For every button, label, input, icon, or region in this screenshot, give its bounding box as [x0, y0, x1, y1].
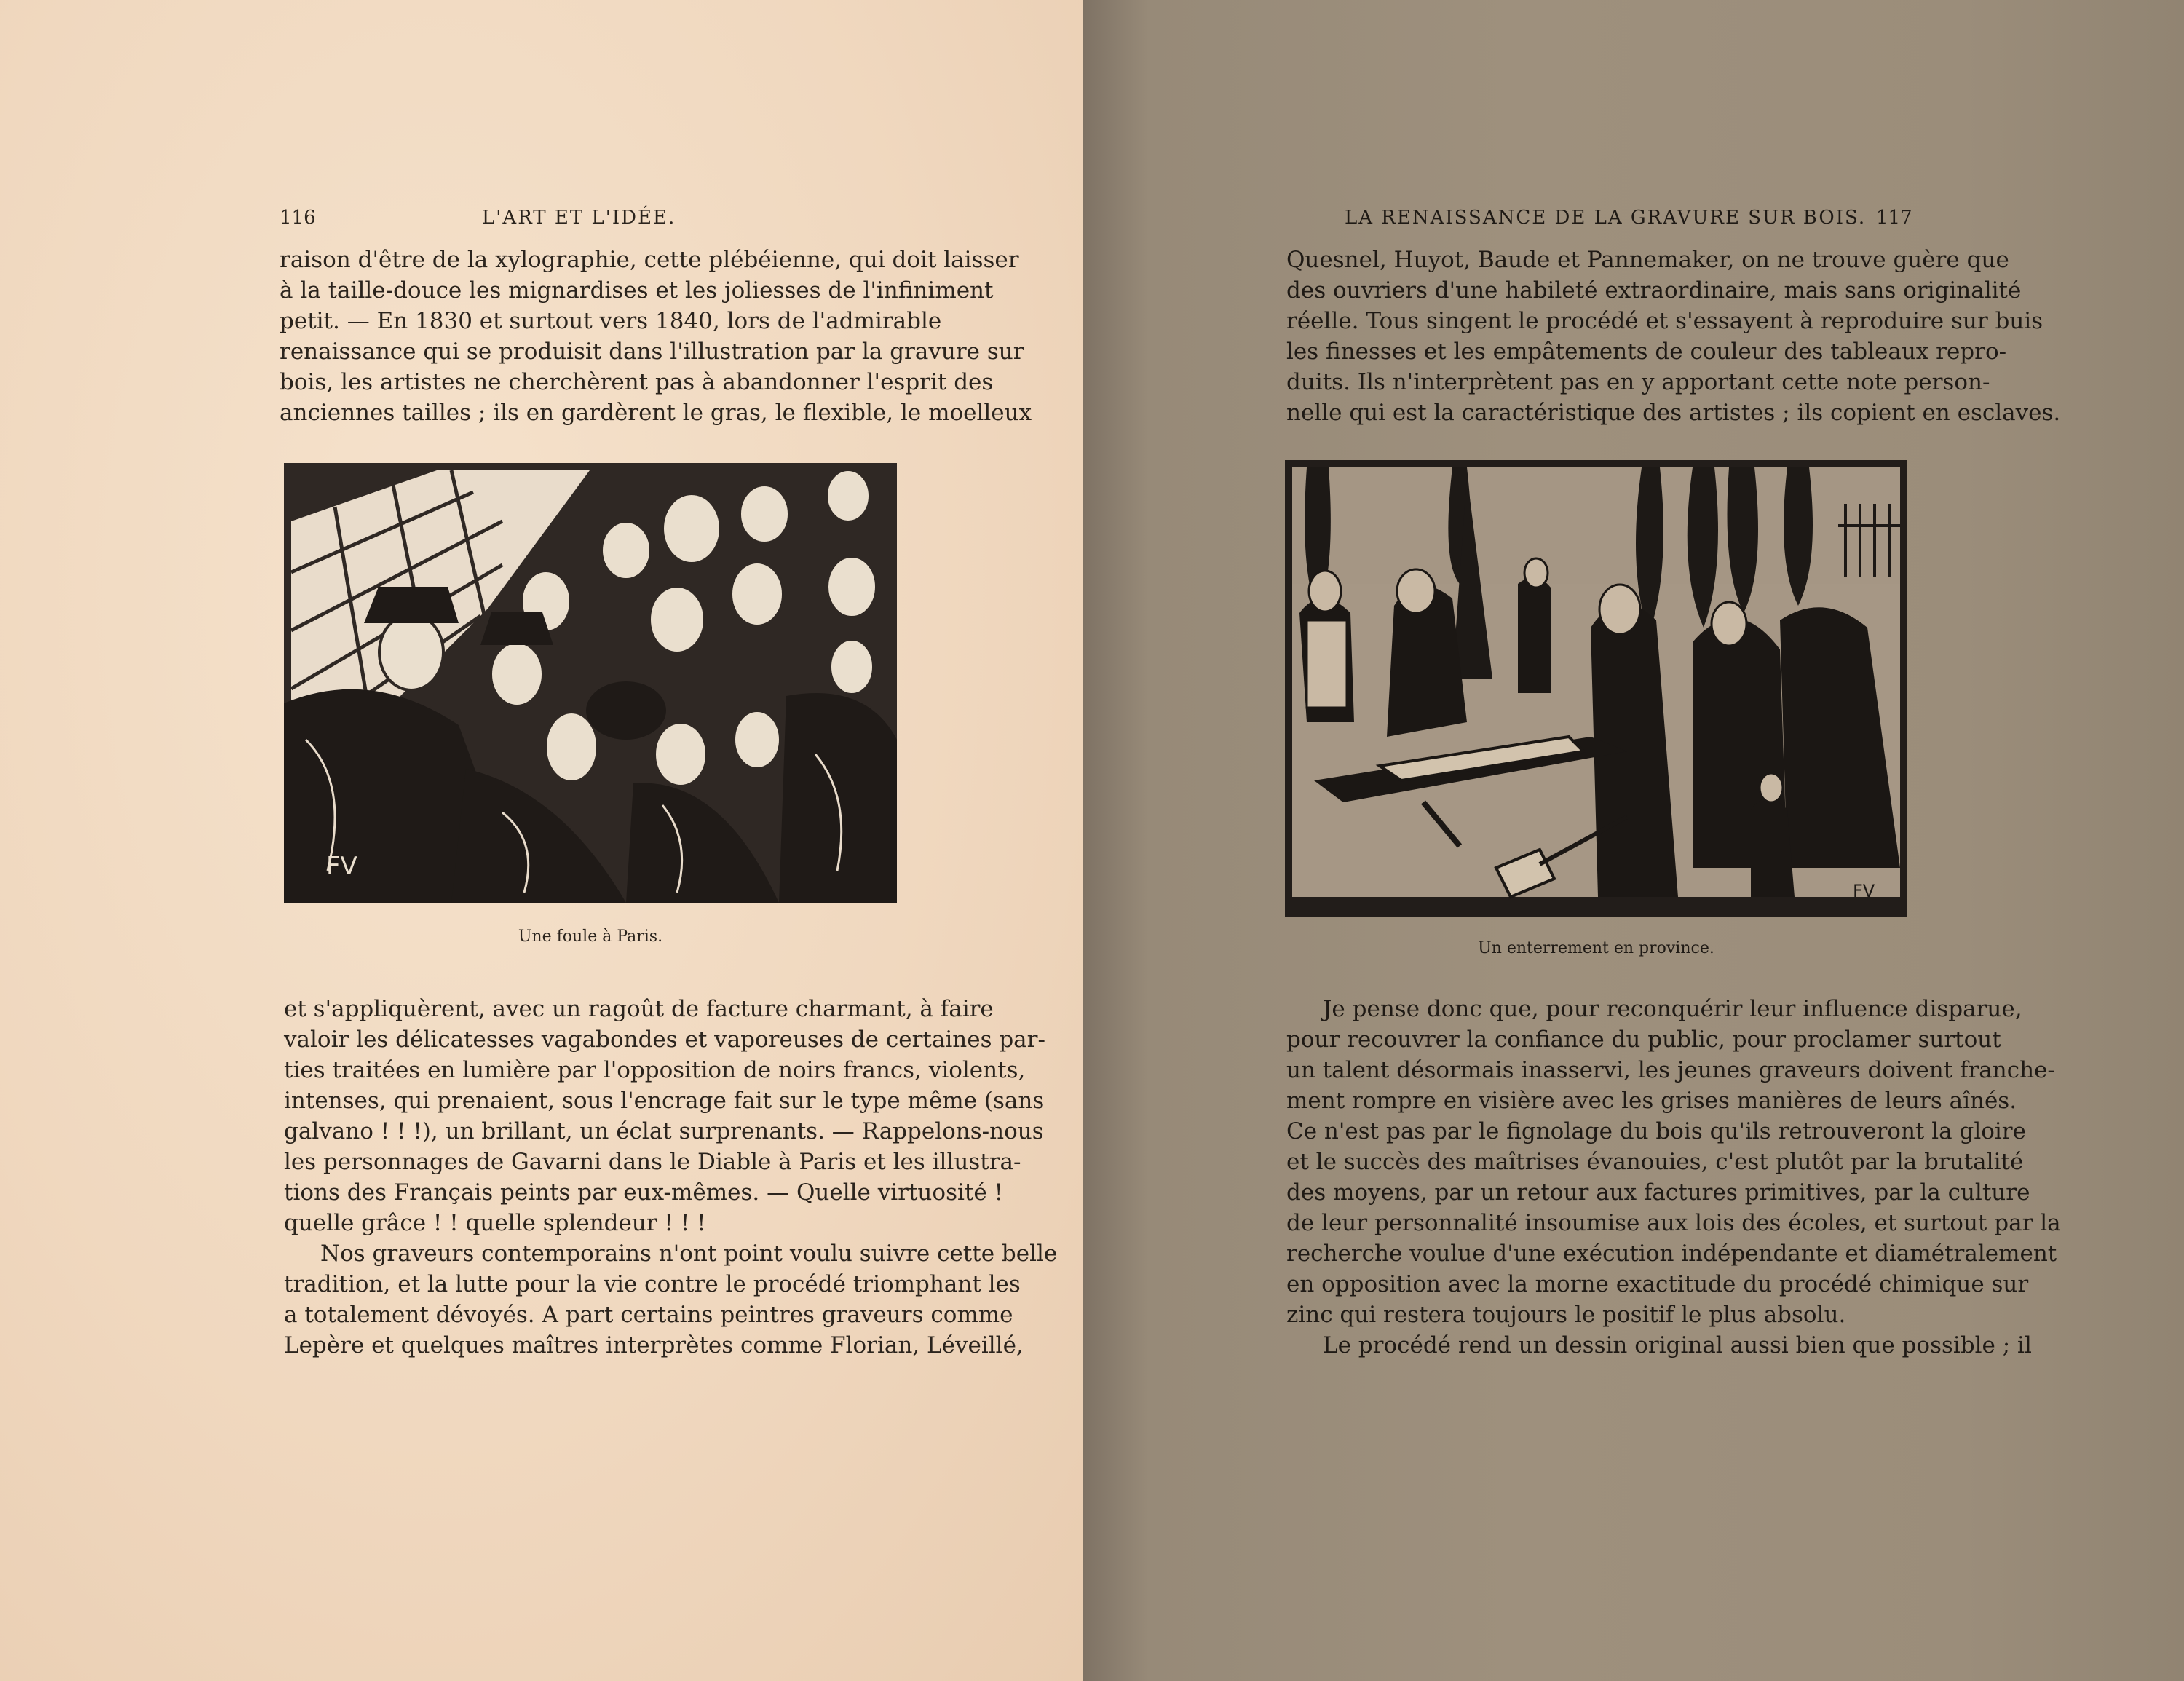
- figure-caption-right: Un enterrement en province.: [1478, 939, 1714, 957]
- text-line: Nos graveurs contemporains n'ont point voulu suivre cette belle: [320, 1241, 1058, 1267]
- text-line: ment rompre en visière avec les grises manières de leurs aînés.: [1286, 1088, 2017, 1114]
- text-line: renaissance qui se produisit dans l'illustration par la gravure sur: [280, 339, 1024, 365]
- text-line: galvano ! ! !), un brillant, un éclat surprenants. — Rappelons-nous: [284, 1118, 1044, 1144]
- left-top-paragraph: [280, 245, 1032, 428]
- right-bottom-paragraph: [1286, 994, 2061, 1361]
- text-line: zinc qui restera toujours le positif le plus absolu.: [1286, 1302, 1846, 1328]
- text-line: des moyens, par un retour aux factures primitives, par la culture: [1286, 1179, 2030, 1206]
- text-line: réelle. Tous singent le procédé et s'essayent à reproduire sur buis: [1286, 308, 2043, 334]
- text-line: quelle grâce ! ! quelle splendeur ! ! !: [284, 1210, 706, 1236]
- text-line: raison d'être de la xylographie, cette plébéienne, qui doit laisser: [280, 247, 1019, 273]
- text-line: tions des Français peints par eux-mêmes. — Quelle virtuosité !: [284, 1179, 1004, 1206]
- text-line: valoir les délicatesses vagabondes et vaporeuses de certaines par-: [284, 1027, 1045, 1053]
- text-line: Quesnel, Huyot, Baude et Pannemaker, on ne trouve guère que: [1286, 247, 2009, 273]
- text-line: des ouvriers d'une habileté extraordinaire, mais sans originalité: [1286, 277, 2022, 304]
- running-title-right: LA RENAISSANCE DE LA GRAVURE SUR BOIS.: [1345, 207, 1867, 229]
- right-top-paragraph: [1286, 245, 2061, 428]
- text-line: Le procédé rend un dessin original aussi bien que possible ; il: [1323, 1332, 2032, 1358]
- text-line: duits. Ils n'interprètent pas en y apportant cette note person-: [1286, 369, 1990, 395]
- text-line: et s'appliquèrent, avec un ragoût de facture charmant, à faire: [284, 996, 994, 1022]
- text-line: un talent désormais inasservi, les jeunes graveurs doivent franche-: [1286, 1057, 2055, 1083]
- running-title-left: L'ART ET L'IDÉE.: [482, 207, 676, 229]
- text-line: Je pense donc que, pour reconquérir leur influence disparue,: [1323, 996, 2022, 1022]
- text-line: a totalement dévoyés. A part certains peintres graveurs comme: [284, 1302, 1013, 1328]
- text-line: intenses, qui prenaient, sous l'encrage fait sur le type même (sans: [284, 1088, 1045, 1114]
- text-line: et le succès des maîtrises évanouies, c'est plutôt par la brutalité: [1286, 1149, 2024, 1175]
- woodcut-monogram-left: FV: [326, 852, 357, 881]
- text-line: tradition, et la lutte pour la vie contre le procédé triomphant les: [284, 1271, 1021, 1297]
- text-line: pour recouvrer la confiance du public, pour proclamer surtout: [1286, 1027, 2001, 1053]
- left-bottom-paragraph: [284, 994, 1058, 1361]
- text-line: à la taille-douce les mignardises et les joliesses de l'infiniment: [280, 277, 994, 304]
- text-line: de leur personnalité insoumise aux lois des écoles, et surtout par la: [1286, 1210, 2061, 1236]
- text-line: recherche voulue d'une exécution indépendante et diamétralement: [1286, 1241, 2057, 1267]
- text-line: en opposition avec la morne exactitude du procédé chimique sur: [1286, 1271, 2029, 1297]
- text-line: ties traitées en lumière par l'opposition de noirs francs, violents,: [284, 1057, 1026, 1083]
- woodcut-crowd-in-paris: [284, 463, 897, 903]
- text-line: anciennes tailles ; ils en gardèrent le gras, le flexible, le moelleux: [280, 400, 1032, 426]
- text-line: petit. — En 1830 et surtout vers 1840, lors de l'admirable: [280, 308, 942, 334]
- text-line: les personnages de Gavarni dans le Diable à Paris et les illustra-: [284, 1149, 1021, 1175]
- right-page: [1083, 0, 2184, 1681]
- page-number-left: 116: [280, 207, 316, 229]
- left-page: [0, 0, 1083, 1681]
- text-line: nelle qui est la caractéristique des artistes ; ils copient en esclaves.: [1286, 400, 2061, 426]
- text-line: Lepère et quelques maîtres interprètes comme Florian, Léveillé,: [284, 1332, 1024, 1358]
- woodcut-funeral-in-province: [1285, 460, 1907, 917]
- page-number-right: 117: [1876, 207, 1912, 229]
- text-line: bois, les artistes ne cherchèrent pas à abandonner l'esprit des: [280, 369, 994, 395]
- woodcut-monogram-right: FV: [1853, 881, 1875, 901]
- text-line: les finesses et les empâtements de couleur des tableaux repro-: [1286, 339, 2007, 365]
- text-line: Ce n'est pas par le fignolage du bois qu'ils retrouveront la gloire: [1286, 1118, 2026, 1144]
- figure-caption-left: Une foule à Paris.: [518, 927, 663, 946]
